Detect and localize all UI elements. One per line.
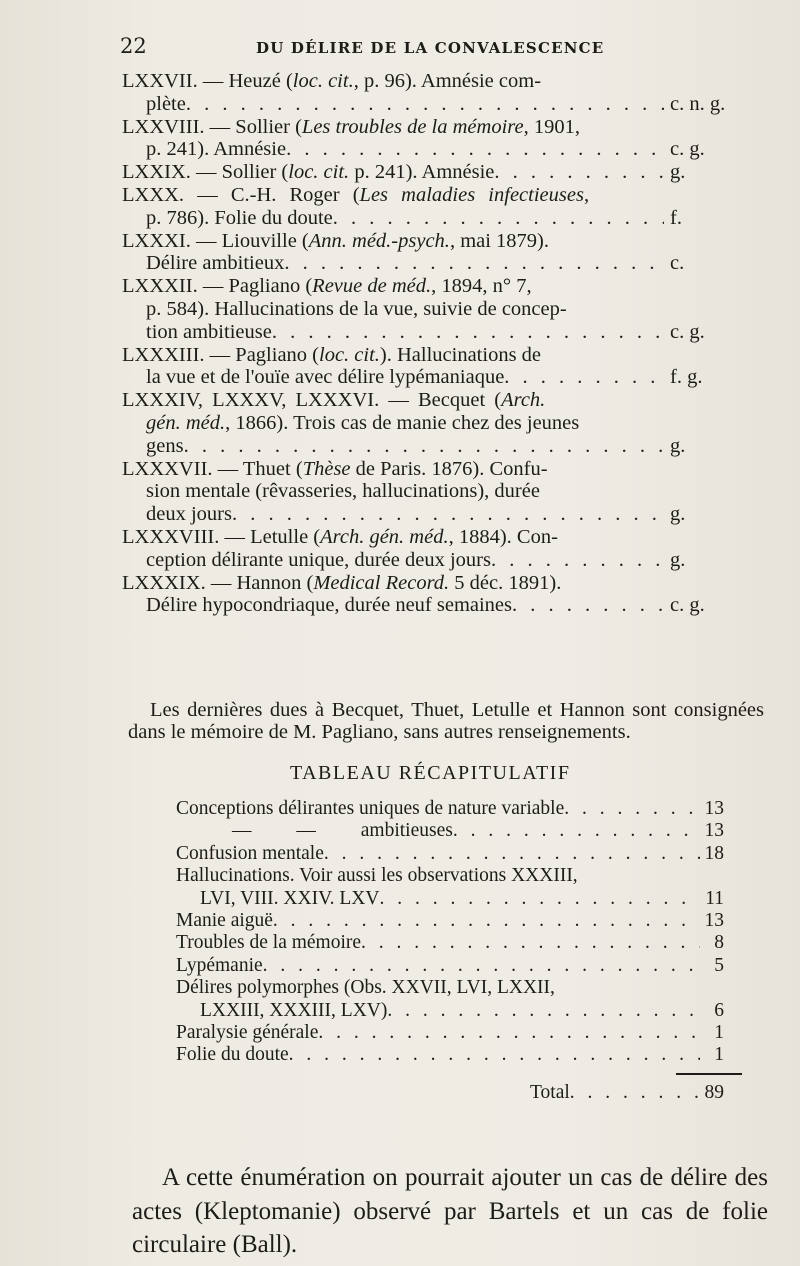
running-title: DU DÉLIRE DE LA CONVALESCENCE <box>256 39 605 57</box>
table-row: Lypémanie . . . 5 <box>176 955 724 977</box>
closing-paragraph: A cette énumération on pourrait ajouter un cas de délire des actes (Kleptomanie) observé par Bartels et un cas de folie circulaire (Ball). <box>132 1164 768 1258</box>
observation-entry: LXXVIII. — Sollier (Les troubles de la mémoire, 1901, p. 241). Amnésie . . . c. g. <box>122 116 742 162</box>
observation-entry: LXXVII. — Heuzé (loc. cit., p. 96). Amnésie com- plète . . . c. n. g. <box>122 70 742 116</box>
observation-code: f. <box>670 206 682 229</box>
observation-entry: LXXXVIII. — Letulle (Arch. gén. méd., 1884). Con- ception délirante unique, durée deux jours . . . g. <box>122 526 742 572</box>
table-row: Troubles de la mémoire . . . 8 <box>176 932 724 954</box>
observation-code: g. <box>670 161 686 184</box>
observation-code: c. g. <box>670 138 705 161</box>
table-total <box>530 1082 724 1104</box>
table-row: Hallucinations. Voir aussi les observations XXXIII, <box>176 865 578 887</box>
observation-entry: LXXXVII. — Thuet (Thèse de Paris. 1876). Confu- sion mentale (rêvasseries, hallucinations), durée deux jours . . . g. <box>122 458 742 526</box>
observation-code: g. <box>670 548 686 571</box>
table-row: Confusion mentale . . . 18 <box>176 843 724 865</box>
table-row: Paralysie générale . . . 1 <box>176 1022 724 1044</box>
table-row: Délires polymorphes (Obs. XXVII, LVI, LXXII, <box>176 977 555 999</box>
observation-entry: LXXXIX. — Hannon (Medical Record. 5 déc. 1891). Délire hypocondriaque, durée neuf semaines . . . c. g. <box>122 572 742 618</box>
table-title: TABLEAU RÉCAPITULATIF <box>290 762 571 784</box>
total-value: 89 <box>704 1082 724 1103</box>
observation-code: g. <box>670 503 686 526</box>
observation-code: f. g. <box>670 366 703 389</box>
page-number: 22 <box>120 34 147 58</box>
observation-code: c. g. <box>670 594 705 617</box>
table-row: Folie du doute . . . 1 <box>176 1044 724 1066</box>
observation-entry: LXXXIII. — Pagliano (loc. cit.). Hallucinations de la vue et de l'ouïe avec délire lypémaniaque . . . f. g. <box>122 344 742 390</box>
observation-entry: LXXXIV, LXXXV, LXXXVI. — Becquet (Arch. gén. méd., 1866). Trois cas de manie chez des jeunes gens . . . g. <box>122 389 742 457</box>
observation-entry: LXXX. — C.-H. Roger (Les maladies infectieuses, p. 786). Folie du doute . . . f. <box>122 184 742 230</box>
observation-entry: LXXXI. — Liouville (Ann. méd.-psych., mai 1879). Délire ambitieux . . . c. <box>122 230 742 276</box>
observation-list <box>122 70 742 617</box>
observation-code: g. <box>670 434 686 457</box>
table-row-continuation: LVI, VIII. XXIV. LXV . . . 11 <box>176 888 724 910</box>
observation-entry: LXXXII. — Pagliano (Revue de méd., 1894, n° 7, p. 584). Hallucinations de la vue, suivie de concep- tion ambitieuse . . . c. g. <box>122 275 742 343</box>
table-row: — — ambitieuses . . . 13 <box>176 820 724 842</box>
body-paragraph: Les dernières dues à Becquet, Thuet, Letulle et Hannon sont consignées dans le mémoire de M. Pagliano, sans autres renseignements. <box>128 698 764 744</box>
total-label: Total <box>530 1082 570 1103</box>
observation-entry: LXXIX. — Sollier (loc. cit. p. 241). Amnésie . . . g. <box>122 161 742 184</box>
observation-code: c. n. g. <box>670 92 726 115</box>
page-header <box>120 34 760 64</box>
summary-table <box>176 798 724 1067</box>
observation-code: c. g. <box>670 320 705 343</box>
table-row-continuation: LXXIII, XXXIII, LXV) . . . 6 <box>176 1000 724 1022</box>
table-row: Manie aiguë . . . 13 <box>176 910 724 932</box>
table-row: Conceptions délirantes uniques de nature variable . . . 13 <box>176 798 724 820</box>
total-rule <box>676 1073 742 1075</box>
observation-code: c. <box>670 252 685 275</box>
